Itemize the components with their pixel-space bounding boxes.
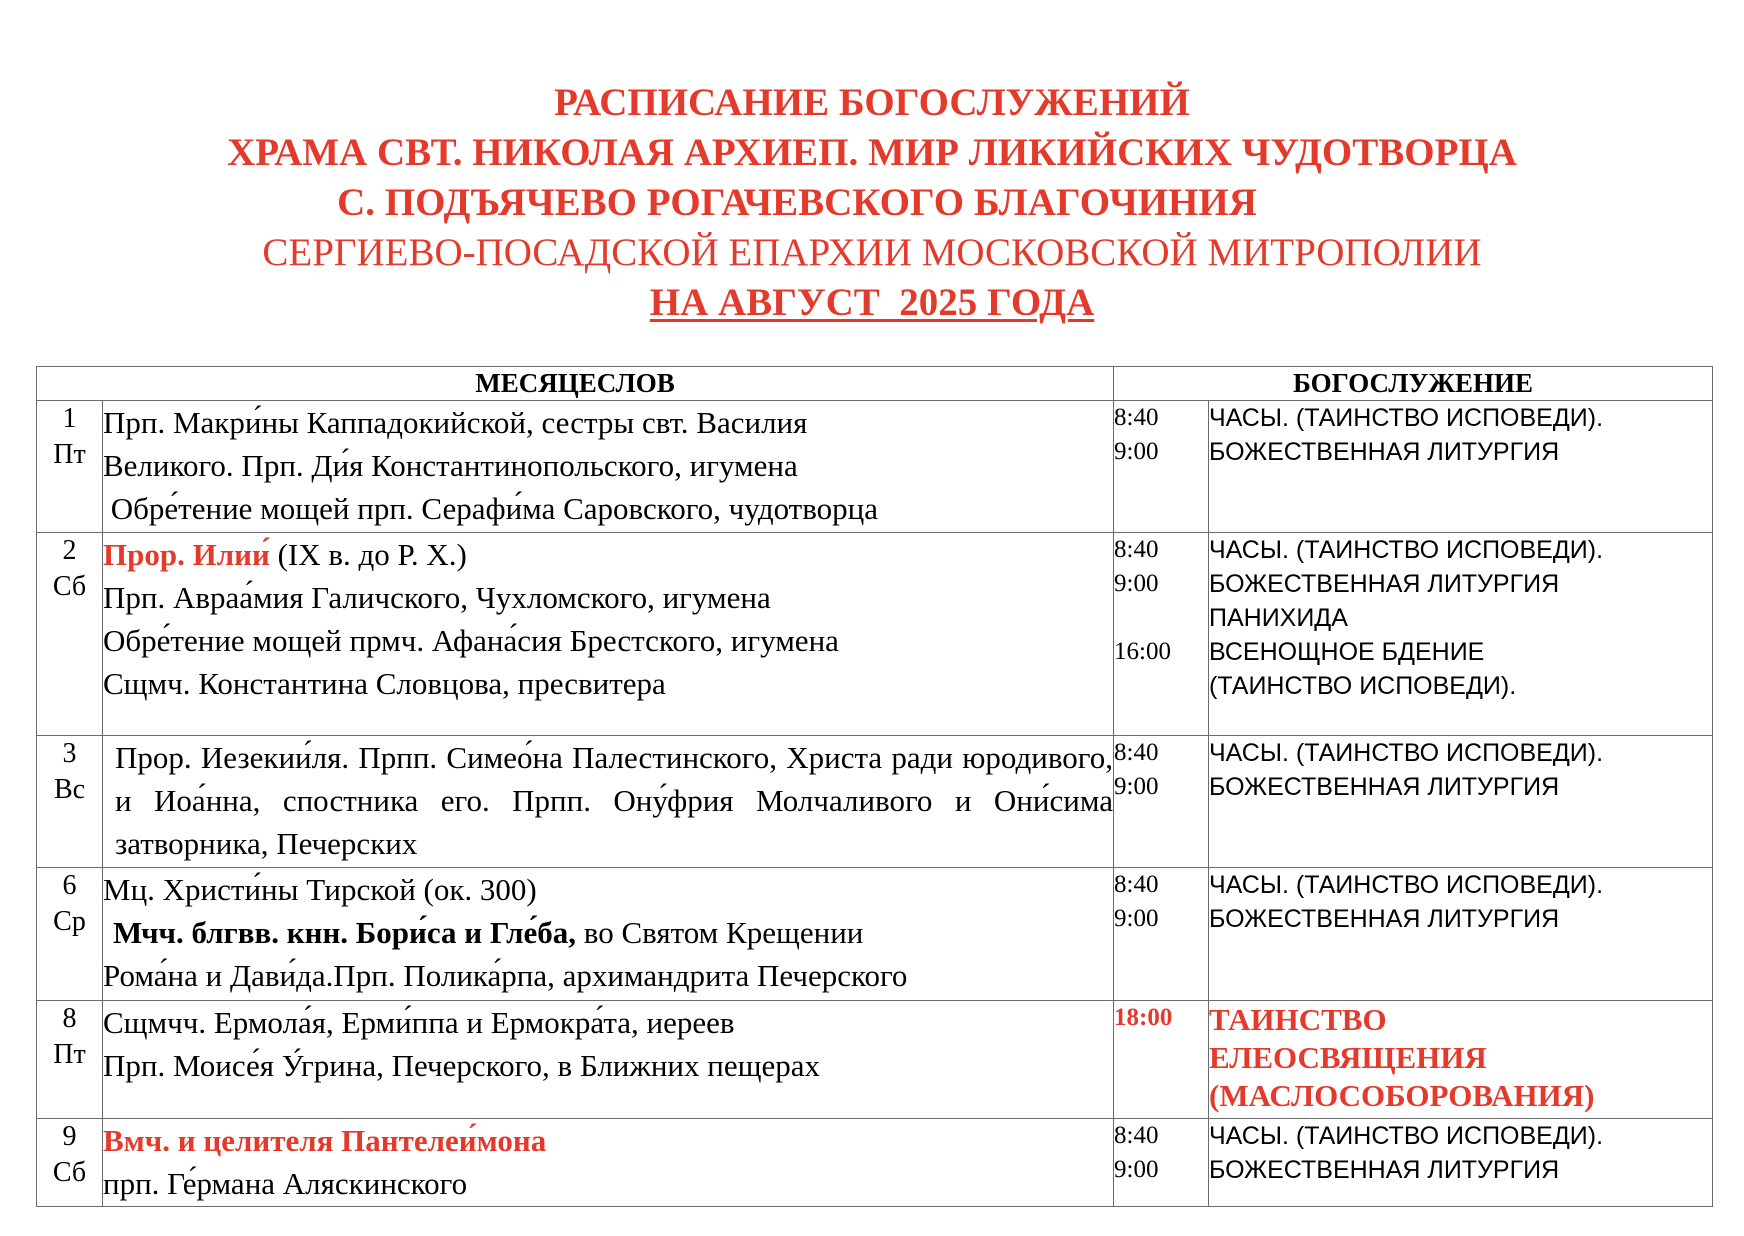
date-cell <box>37 1001 103 1119</box>
service-name: ЧАСЫ. (ТАИНСТВО ИСПОВЕДИ). <box>1209 404 1604 432</box>
feast-note: (IX в. до Р. Х.) <box>269 537 467 572</box>
weekday: Ср <box>53 906 86 937</box>
saints-line: Обре́тение мощей прп. Серафи́ма Саровского, чудотворца <box>103 491 878 526</box>
service-cell <box>1209 1001 1713 1119</box>
service-name: ВСЕНОЩНОЕ БДЕНИЕ <box>1209 638 1485 666</box>
date-cell <box>37 401 103 533</box>
service-name: ТАИНСТВО <box>1209 1002 1387 1037</box>
saints-cell <box>103 533 1114 736</box>
time-cell <box>1114 401 1209 533</box>
saints-line: Прп. Авраа́мия Галичского, Чухломского, игумена <box>103 580 771 615</box>
saints-line: прп. Ге́рмана Аляскинского <box>103 1166 468 1201</box>
header-church: ХРАМА СВТ. НИКОЛАЯ АРХИЕП. МИР ЛИКИЙСКИХ ЧУДОТВОРЦА <box>227 131 1517 174</box>
document-header <box>0 78 1744 328</box>
date-cell <box>37 736 103 868</box>
service-name: БОЖЕСТВЕННАЯ ЛИТУРГИЯ <box>1209 1156 1560 1184</box>
saints-line: Прп. Макри́ны Каппадокийской, сестры свт. Василия <box>103 405 808 440</box>
service-time: 8:40 <box>1114 404 1159 431</box>
saints-line: Прп. Моисе́я У́грина, Печерского, в Ближних пещерах <box>103 1048 820 1083</box>
schedule-table <box>36 366 1713 1207</box>
service-cell <box>1209 1119 1713 1207</box>
service-name: ЧАСЫ. (ТАИНСТВО ИСПОВЕДИ). <box>1209 1122 1604 1150</box>
service-cell <box>1209 736 1713 868</box>
service-time: 8:40 <box>1114 739 1159 766</box>
service-time: 8:40 <box>1114 871 1159 898</box>
saints-line: Рома́на и Дави́да.Прп. Полика́рпа, архимандрита Печерского <box>103 958 908 993</box>
saints-line <box>103 533 1113 576</box>
service-cell <box>1209 533 1713 736</box>
header-title: РАСПИСАНИЕ БОГОСЛУЖЕНИЙ <box>554 81 1190 124</box>
table-row <box>37 868 1713 1001</box>
header-period <box>0 278 1744 328</box>
feast-name: Вмч. и целителя Пантелеи́мона <box>103 1123 547 1158</box>
weekday: Сб <box>52 571 87 602</box>
service-time: 18:00 <box>1114 1004 1173 1031</box>
time-cell <box>1114 1001 1209 1119</box>
saints-text: Прор. Иезекии́ля. Прпп. Симео́на Палестинского, Христа ради юродивого, и Иоа́нна, спостника его. Прпп. Ону́фрия Молчаливого и Они́сима затворника, Печерских <box>115 740 1113 861</box>
service-time: 8:40 <box>1114 536 1159 563</box>
service-cell <box>1209 868 1713 1001</box>
service-cell <box>1209 401 1713 533</box>
service-name: БОЖЕСТВЕННАЯ ЛИТУРГИЯ <box>1209 438 1560 466</box>
header-diocese: СЕРГИЕВО-ПОСАДСКОЙ ЕПАРХИИ МОСКОВСКОЙ МИТРОПОЛИИ <box>262 231 1482 274</box>
saints-cell <box>103 736 1114 868</box>
weekday: Пт <box>53 1039 86 1070</box>
column-header-menologion: МЕСЯЦЕСЛОВ <box>37 367 1114 401</box>
time-cell <box>1114 736 1209 868</box>
table-header-row <box>37 367 1713 401</box>
header-period-text: НА АВГУСТ 2025 ГОДА <box>649 281 1095 324</box>
saints-cell <box>103 1119 1114 1207</box>
service-name: ЕЛЕОСВЯЩЕНИЯ <box>1209 1040 1487 1075</box>
feast-name: Прор. Илии́ <box>103 537 270 572</box>
date-cell <box>37 533 103 736</box>
service-name: БОЖЕСТВЕННАЯ ЛИТУРГИЯ <box>1209 570 1560 598</box>
date-cell <box>37 1119 103 1207</box>
header-village: С. ПОДЪЯЧЕВО РОГАЧЕВСКОГО БЛАГОЧИНИЯ <box>337 181 1257 224</box>
time-cell <box>1114 1119 1209 1207</box>
service-time: 8:40 <box>1114 1122 1159 1149</box>
service-time: 9:00 <box>1114 438 1159 465</box>
service-name: (МАСЛОСОБОРОВАНИЯ) <box>1209 1078 1595 1113</box>
feast-note: во Святом Крещении <box>576 915 864 950</box>
time-cell <box>1114 868 1209 1001</box>
feast-name: Мчч. блгвв. кнн. Бори́са и Гле́ба, <box>113 915 577 950</box>
service-time: 9:00 <box>1114 905 1159 932</box>
day-number: 3 <box>62 738 77 769</box>
table-row <box>37 533 1713 736</box>
table-row <box>37 736 1713 868</box>
saints-line: Сщмчч. Ермола́я, Ерми́ппа и Ермокра́та, иереев <box>103 1005 735 1040</box>
saints-line: Сщмч. Константина Словцова, пресвитера <box>103 666 666 701</box>
service-name: ЧАСЫ. (ТАИНСТВО ИСПОВЕДИ). <box>1209 739 1604 767</box>
saints-line: Обре́тение мощей прмч. Афана́сия Брестского, игумена <box>103 623 839 658</box>
saints-line: Великого. Прп. Ди́я Константинопольского, игумена <box>103 448 798 483</box>
spacer <box>1114 601 1208 635</box>
table-row <box>37 401 1713 533</box>
weekday: Пт <box>53 439 86 470</box>
service-time: 16:00 <box>1114 638 1171 665</box>
service-name: БОЖЕСТВЕННАЯ ЛИТУРГИЯ <box>1209 773 1560 801</box>
day-number: 6 <box>62 870 77 901</box>
saints-cell <box>103 401 1114 533</box>
saints-cell <box>103 868 1114 1001</box>
saints-line <box>103 911 1113 954</box>
column-header-service: БОГОСЛУЖЕНИЕ <box>1114 367 1713 401</box>
service-time: 9:00 <box>1114 773 1159 800</box>
table-row <box>37 1001 1713 1119</box>
service-name: ЧАСЫ. (ТАИНСТВО ИСПОВЕДИ). <box>1209 871 1604 899</box>
service-name: ЧАСЫ. (ТАИНСТВО ИСПОВЕДИ). <box>1209 536 1604 564</box>
day-number: 1 <box>62 403 77 434</box>
service-name: (ТАИНСТВО ИСПОВЕДИ). <box>1209 672 1517 700</box>
service-time: 9:00 <box>1114 1156 1159 1183</box>
saints-line: Мц. Христи́ны Тирской (ок. 300) <box>103 872 537 907</box>
weekday: Сб <box>52 1157 87 1188</box>
service-time: 9:00 <box>1114 570 1159 597</box>
table-row <box>37 1119 1713 1207</box>
time-cell <box>1114 533 1209 736</box>
day-number: 8 <box>62 1003 77 1034</box>
day-number: 2 <box>62 535 77 566</box>
weekday: Вс <box>53 774 86 805</box>
saints-cell <box>103 1001 1114 1119</box>
service-name: БОЖЕСТВЕННАЯ ЛИТУРГИЯ <box>1209 905 1560 933</box>
date-cell <box>37 868 103 1001</box>
service-name: ПАНИХИДА <box>1209 604 1348 632</box>
day-number: 9 <box>62 1121 77 1152</box>
